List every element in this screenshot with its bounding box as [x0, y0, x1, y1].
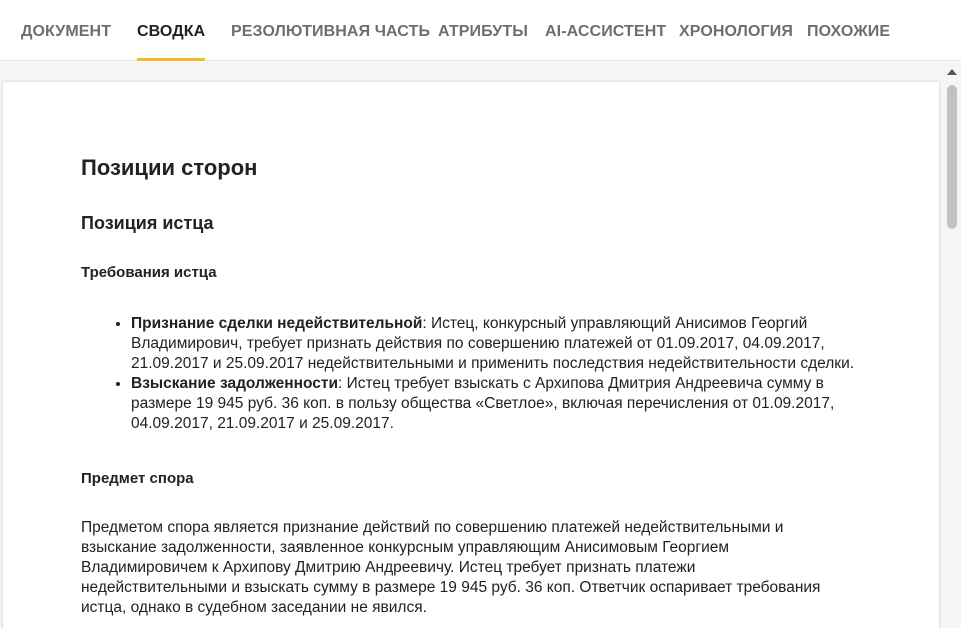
- scrollbar-thumb[interactable]: [947, 85, 957, 229]
- claim-title: Признание сделки недействительной: [131, 315, 423, 332]
- tab-document[interactable]: ДОКУМЕНТ: [21, 23, 112, 40]
- tab-attributes[interactable]: АТРИБУТЫ: [438, 23, 528, 40]
- tab-similar[interactable]: ПОХОЖИЕ: [807, 23, 891, 40]
- tab-summary[interactable]: [137, 0, 205, 61]
- claims-heading: Требования истца: [81, 264, 217, 281]
- claim-text: : Истец, конкурсный управляющий Анисимов Георгий Владимирович, требует признать действия по совершению платежей от 01.09.2017, 04.09.2017, 21.09.2017 и 25.09.2017 недействительными и применить последствия недействительности сделки.: [131, 315, 855, 372]
- plaintiff-position-heading: Позиция истца: [81, 213, 214, 233]
- tab-bar: [0, 0, 961, 61]
- claim-title: Взыскание задолженности: [131, 375, 338, 392]
- active-tab-indicator: [137, 58, 205, 61]
- tab-chronology[interactable]: ХРОНОЛОГИЯ: [679, 23, 793, 40]
- document-viewer: [0, 62, 961, 628]
- tab-operative-part[interactable]: РЕЗОЛЮТИВНАЯ ЧАСТЬ: [231, 23, 431, 40]
- list-item: [131, 374, 861, 434]
- claim-text: : Истец требует взыскать с Архипова Дмитрия Андреевича сумму в размере 19 945 руб. 36 коп. в пользу общества «Светлое», включая перечисления от 01.09.2017, 04.09.2017, 21.09.2017 и 25.09.2017.: [131, 375, 835, 432]
- claims-list: [81, 314, 861, 434]
- list-item: [131, 314, 861, 374]
- triangle-up-icon[interactable]: [947, 69, 957, 75]
- subject-heading: Предмет спора: [81, 470, 194, 487]
- vertical-scrollbar[interactable]: [943, 62, 961, 628]
- subject-text: Предметом спора является признание действий по совершению платежей недействительными и взыскание задолженности, заявленное конкурсным управляющим Анисимовым Георгием Владимировичем к Архипову Дмитрию Андреевичу. Истец требует признать платежи недействительными и взыскать сумму в размере 19 945 руб. 36 коп. Ответчик оспаривает требования истца, однако в судебном заседании не явился.: [81, 519, 821, 616]
- tab-summary-label: СВОДКА: [137, 23, 206, 40]
- tab-ai-assistant[interactable]: AI-АССИСТЕНТ: [545, 23, 667, 40]
- positions-heading: Позиции сторон: [81, 155, 258, 180]
- summary-page: [3, 82, 939, 628]
